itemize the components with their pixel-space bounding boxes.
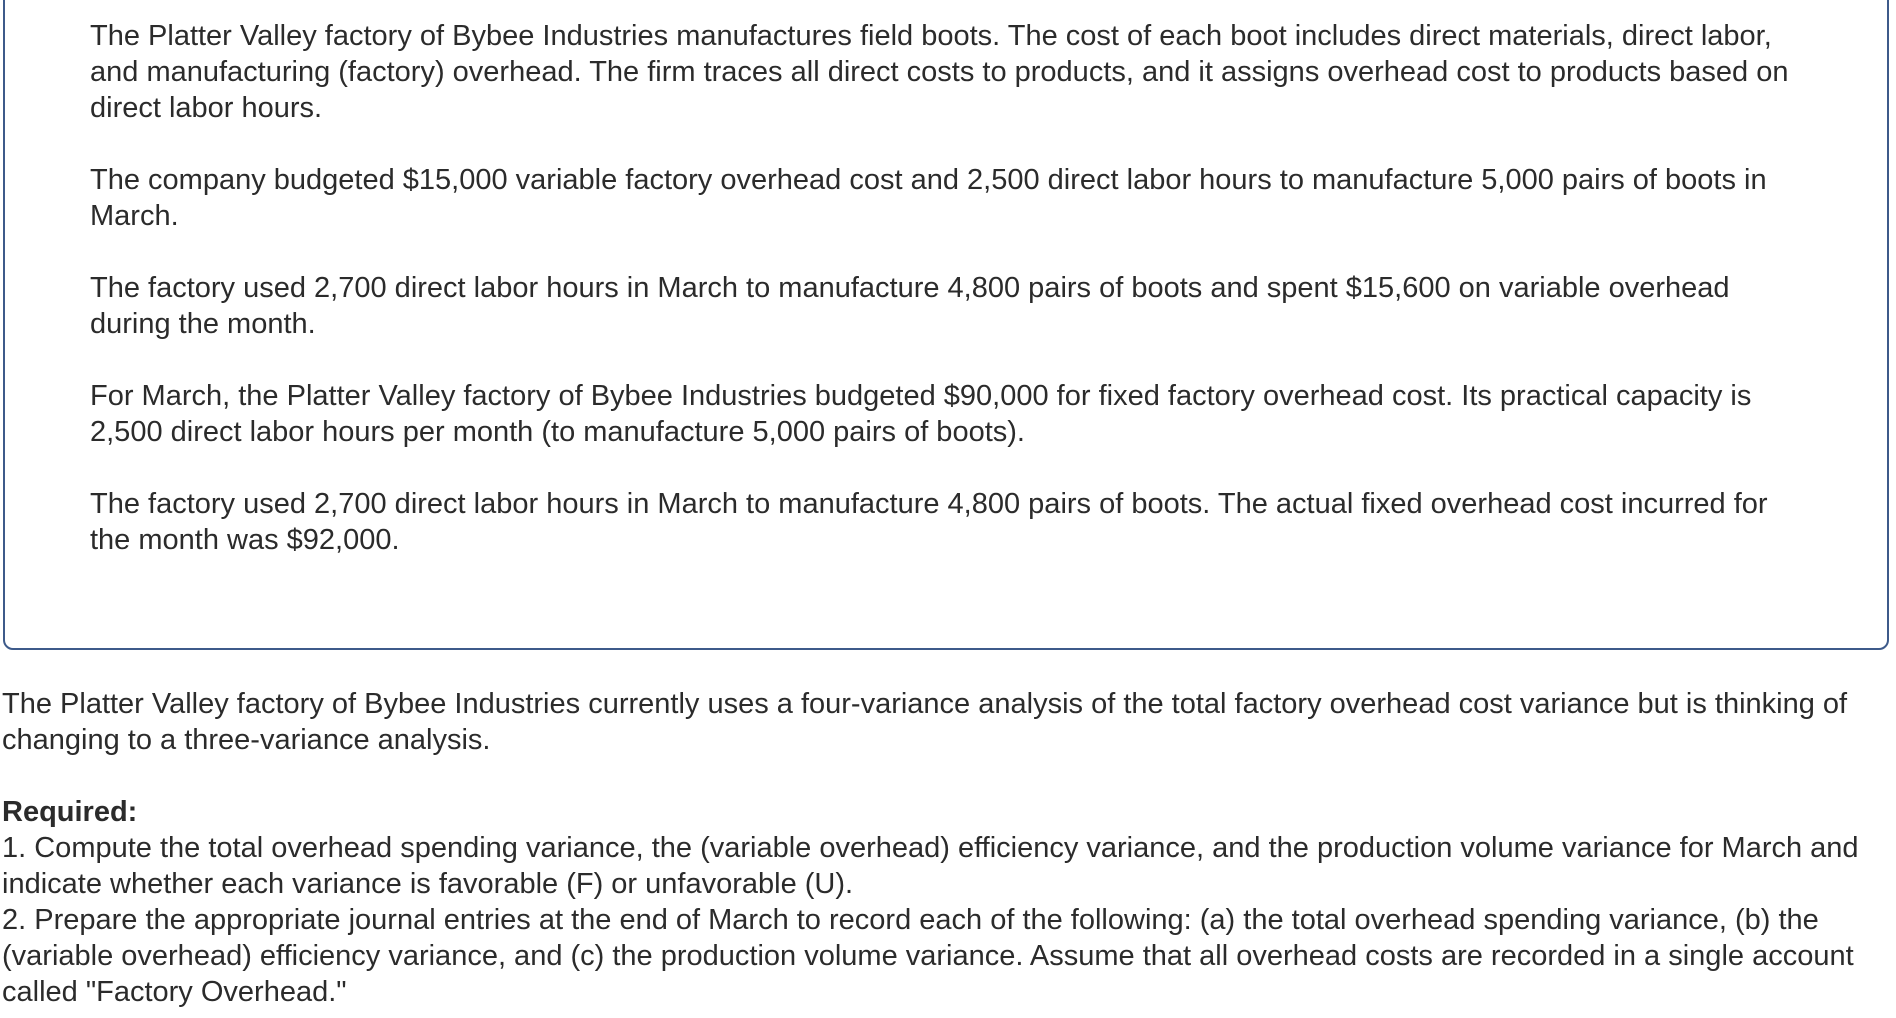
required-heading: Required:	[2, 796, 138, 828]
scenario-box	[3, 0, 1889, 650]
scenario-paragraph-4: For March, the Platter Valley factory of Bybee Industries budgeted $90,000 for fixed factory overhead cost. Its practical capacity is 2,500 direct labor hours per month (to manufacture 5,000 pairs of boots).	[90, 380, 1752, 448]
question-section	[2, 686, 1892, 1010]
scenario-paragraph-3: The factory used 2,700 direct labor hours in March to manufacture 4,800 pairs of boots and spent $15,600 on variable overhead during the month.	[90, 272, 1730, 340]
scenario-paragraph-5: The factory used 2,700 direct labor hours in March to manufacture 4,800 pairs of boots. The actual fixed overhead cost incurred for the month was $92,000.	[90, 488, 1768, 556]
required-item-1: 1. Compute the total overhead spending variance, the (variable overhead) efficiency variance, and the production volume variance for March and indicate whether each variance is favorable (F) or unfavorable (U).	[2, 832, 1859, 900]
question-intro: The Platter Valley factory of Bybee Industries currently uses a four-variance analysis of the total factory overhead cost variance but is thinking of changing to a three-variance analysis.	[2, 688, 1848, 756]
scenario-paragraph-1: The Platter Valley factory of Bybee Industries manufactures field boots. The cost of each boot includes direct materials, direct labor, and manufacturing (factory) overhead. The firm traces all direct costs to products, and it assigns overhead cost to products based on direct labor hours.	[90, 20, 1789, 124]
scenario-paragraph-2: The company budgeted $15,000 variable factory overhead cost and 2,500 direct labor hours to manufacture 5,000 pairs of boots in March.	[90, 164, 1767, 232]
required-item-2: 2. Prepare the appropriate journal entries at the end of March to record each of the following: (a) the total overhead spending variance, (b) the (variable overhead) efficiency variance, and (c) the production volume variance. Assume that all overhead costs are recorded in a single account called "Factory Overhead."	[2, 904, 1854, 1008]
